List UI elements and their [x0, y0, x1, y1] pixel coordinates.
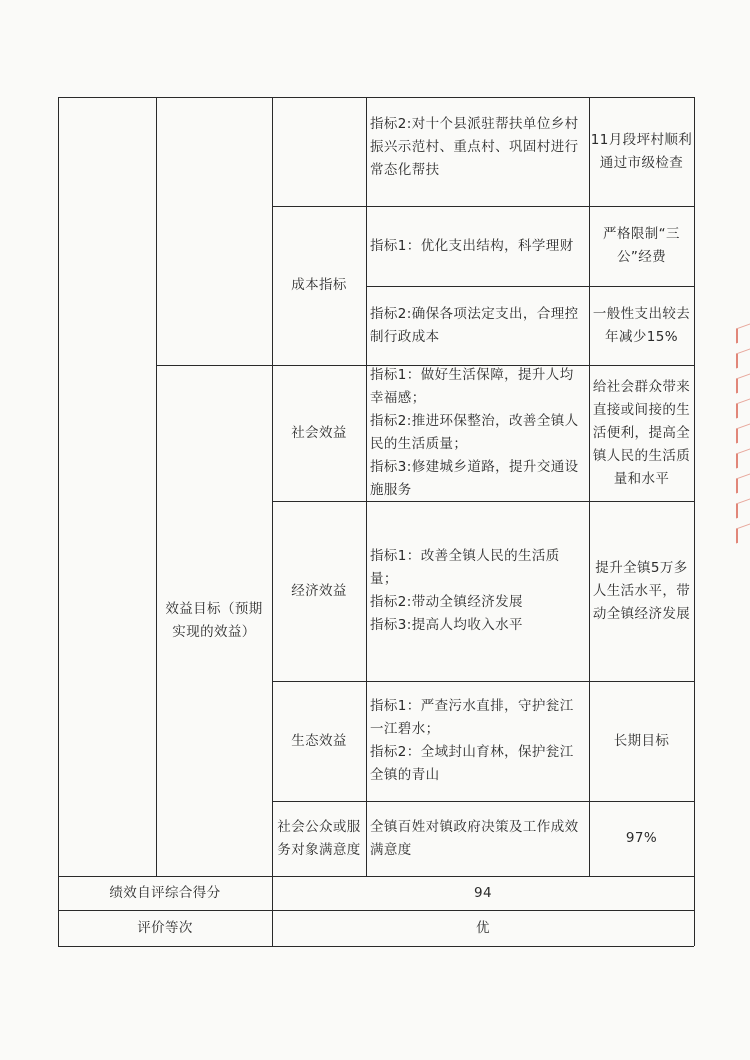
table-right-border	[694, 97, 695, 946]
seal-stamp-fragment	[734, 320, 750, 560]
score-label: 绩效自评综合得分	[109, 884, 221, 901]
indicator-text: 指标1：做好生活保障，提升人均幸福感； 指标2:推进环保整治，改善全镇人民的生活质量； 指标3:修建城乡道路，提升交通设施服务	[370, 367, 579, 498]
economic-benefit-label: 经济效益	[291, 582, 347, 599]
score-value: 94	[474, 884, 492, 901]
benefit-target-label: 效益目标（预期实现的效益）	[165, 600, 263, 640]
table-left-border	[58, 97, 59, 946]
cost-indicator-label: 成本指标	[291, 277, 347, 293]
indicator-text: 指标2:对十个县派驻帮扶单位乡村振兴示范村、重点村、巩固村进行常态化帮扶	[370, 116, 579, 178]
grade-value: 优	[476, 919, 490, 936]
target-value: 一般性支出较去年减少15%	[592, 305, 691, 345]
target-value: 给社会群众带来直接或间接的生活便利，提高全镇人民的生活质量和水平	[592, 378, 691, 487]
ecological-benefit-label: 生态效益	[291, 732, 347, 749]
target-value: 严格限制“三公”经费	[603, 226, 680, 265]
social-benefit-label: 社会效益	[291, 424, 347, 441]
indicator-text: 指标1：严查污水直排，守护瓮江一江碧水； 指标2：全域封山育林，保护瓮江全镇的青山	[370, 698, 574, 783]
indicator-text: 全镇百姓对镇政府决策及工作成效满意度	[370, 818, 579, 858]
target-value: 提升全镇5万多人生活水平，带动全镇经济发展	[592, 559, 691, 622]
table-bottom-border	[58, 946, 694, 947]
target-value: 97%	[625, 830, 658, 846]
target-value: 11月段坪村顺利通过市级检查	[590, 131, 693, 171]
indicator-text: 指标1：改善全镇人民的生活质量； 指标2:带动全镇经济发展 指标3:提高人均收入水平	[370, 548, 560, 633]
indicator-text: 指标2:确保各项法定支出，合理控制行政成本	[370, 305, 579, 345]
grade-label: 评价等次	[137, 919, 193, 936]
indicator-text: 指标1：优化支出结构，科学理财	[370, 237, 574, 254]
satisfaction-label: 社会公众或服务对象满意度	[277, 818, 361, 858]
target-value: 长期目标	[613, 732, 670, 749]
